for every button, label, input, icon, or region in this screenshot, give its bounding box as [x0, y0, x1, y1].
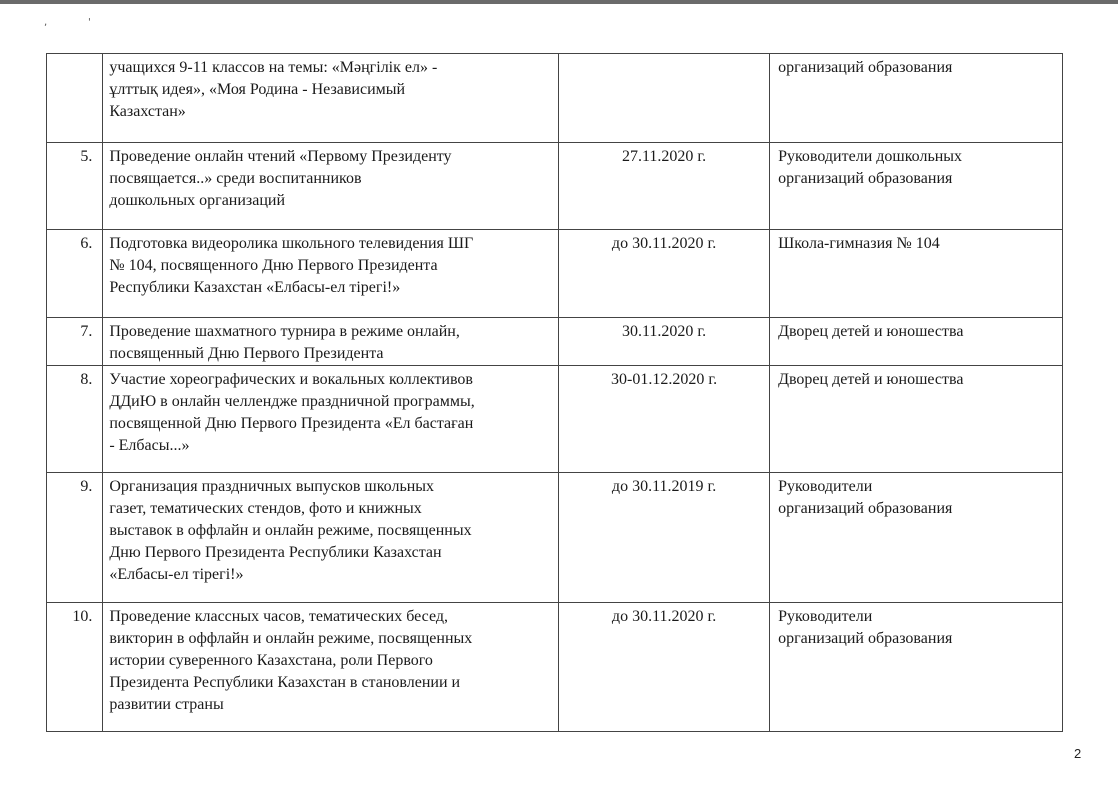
- responsible-party: [770, 54, 1063, 143]
- event-date: до 30.11.2020 г.: [559, 603, 770, 732]
- responsible-party: [770, 318, 1063, 366]
- events-table: [46, 53, 1063, 732]
- table-row: [47, 603, 1063, 732]
- event-date: до 30.11.2019 г.: [559, 473, 770, 603]
- event-description: [103, 366, 559, 473]
- event-text: Подготовка видеоролика школьного телевидения ШГ № 104, посвященного Дню Первого Президента Республики Казахстан «Елбасы-ел тірегі!»: [109, 235, 474, 296]
- event-description: [103, 473, 559, 603]
- row-number: 5.: [47, 143, 103, 230]
- responsible-text: Дворец детей и юношества: [778, 371, 964, 388]
- row-number: 10.: [47, 603, 103, 732]
- event-description: [103, 603, 559, 732]
- responsible-party: [770, 230, 1063, 318]
- row-number: 7.: [47, 318, 103, 366]
- event-text: Проведение онлайн чтений «Первому Президенту посвящается..» среди воспитанников дошкольных организаций: [109, 148, 452, 209]
- responsible-text: Дворец детей и юношества: [778, 323, 964, 340]
- table-row: [47, 318, 1063, 366]
- event-text: учащихся 9-11 классов на темы: «Мәңгілік ел» - ұлттық идея», «Моя Родина - Независимый Казахстан»: [109, 59, 438, 120]
- responsible-text: Школа-гимназия № 104: [778, 235, 940, 252]
- responsible-text: Руководители организаций образования: [778, 478, 953, 517]
- event-text: Организация праздничных выпусков школьных газет, тематических стендов, фото и книжных выставок в оффлайн и онлайн режиме, посвященных Дню Первого Президента Республики Казахстан «Елбасы-ел тірегі!»: [109, 478, 472, 583]
- event-description: [103, 318, 559, 366]
- scan-mark: ': [88, 17, 91, 28]
- event-description: [103, 230, 559, 318]
- responsible-party: [770, 366, 1063, 473]
- scan-mark: ,: [44, 17, 48, 28]
- table-row: [47, 143, 1063, 230]
- table-row: [47, 366, 1063, 473]
- table-row: [47, 54, 1063, 143]
- event-description: [103, 143, 559, 230]
- page-number: 2: [1074, 746, 1082, 761]
- table-row: [47, 473, 1063, 603]
- event-text: Проведение классных часов, тематических бесед, викторин в оффлайн и онлайн режиме, посвященных истории суверенного Казахстана, роли Первого Президента Республики Казахстан в становлении и развитии страны: [109, 608, 473, 713]
- responsible-party: [770, 603, 1063, 732]
- event-date: 30.11.2020 г.: [559, 318, 770, 366]
- responsible-text: Руководители организаций образования: [778, 608, 953, 647]
- table-row: [47, 230, 1063, 318]
- responsible-party: [770, 143, 1063, 230]
- event-date: [559, 54, 770, 143]
- event-date: до 30.11.2020 г.: [559, 230, 770, 318]
- row-number: 8.: [47, 366, 103, 473]
- responsible-party: [770, 473, 1063, 603]
- row-number: [47, 54, 103, 143]
- responsible-text: Руководители дошкольных организаций образования: [778, 148, 963, 187]
- row-number: 9.: [47, 473, 103, 603]
- event-date: 30-01.12.2020 г.: [559, 366, 770, 473]
- window-top-border: [0, 0, 1118, 4]
- event-description: [103, 54, 559, 143]
- event-text: Проведение шахматного турнира в режиме онлайн, посвященный Дню Первого Президента: [109, 323, 460, 362]
- event-date: 27.11.2020 г.: [559, 143, 770, 230]
- event-text: Участие хореографических и вокальных коллективов ДДиЮ в онлайн челлендже праздничной программы, посвященной Дню Первого Президента «Ел бастаған - Елбасы...»: [109, 371, 475, 454]
- responsible-text: организаций образования: [778, 59, 953, 76]
- row-number: 6.: [47, 230, 103, 318]
